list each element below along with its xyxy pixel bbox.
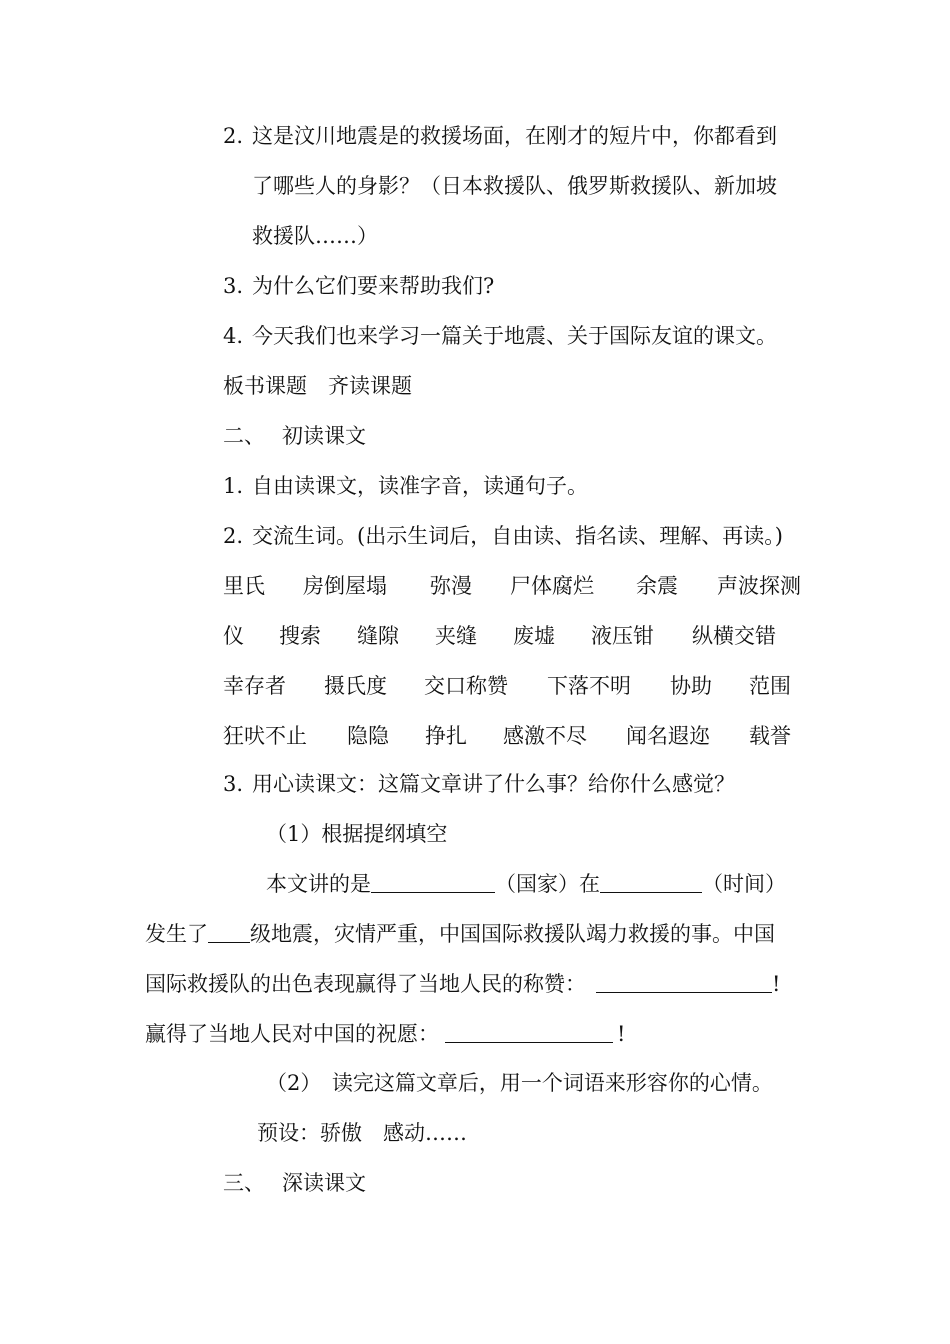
item-text: 用心读课文：这篇文章讲了什么事？给你什么感觉？ [252, 772, 735, 796]
fill-text: （时间） [702, 872, 786, 896]
item-text: 为什么它们要来帮助我们? [252, 274, 495, 298]
answer-blank-praise[interactable] [596, 970, 772, 993]
vocab-word: 隐隐 [347, 724, 389, 748]
section-number: 三、 [223, 1171, 265, 1195]
step-2 [223, 521, 783, 551]
answer-blank-magnitude[interactable] [208, 920, 250, 943]
section-heading [223, 421, 366, 451]
vocab-word: 仪 [223, 624, 244, 648]
section-title: 初读课文 [282, 424, 366, 448]
item-number: 2. [223, 124, 244, 148]
fill-text: ! [617, 1022, 626, 1046]
vocab-word: 感激不尽 [503, 724, 587, 748]
vocab-word: 弥漫 [430, 574, 472, 598]
item-number: 3. [223, 274, 244, 298]
item-2-continuation: 救援队……） [252, 224, 378, 248]
fill-text: （国家）在 [495, 872, 600, 896]
fill-text: 国际救援队的出色表现赢得了当地人民的称赞： [145, 972, 586, 996]
item-number: 3. [223, 772, 244, 796]
fill-line-1 [266, 869, 786, 899]
vocab-word: 狂吠不止 [223, 724, 307, 748]
item-text: 这是汶川地震是的救援场面，在刚才的短片中，你都看到 [252, 124, 777, 148]
item-text: 自由读课文，读准字音，读通句子。 [252, 474, 588, 498]
fill-line-4 [145, 1019, 625, 1049]
vocab-word: 缝隙 [357, 624, 399, 648]
item-text: 交流生词。(出示生词后，自由读、指名读、理解、再读。) [252, 524, 783, 548]
answer-blank-time[interactable] [600, 870, 702, 893]
fill-line-3 [145, 969, 780, 999]
vocab-word: 交口称赞 [424, 674, 508, 698]
answer-blank-country[interactable] [371, 870, 495, 893]
fill-line-2 [145, 919, 775, 949]
vocab-word: 挣扎 [425, 724, 467, 748]
section-heading [223, 1168, 366, 1198]
section-title: 深读课文 [282, 1171, 366, 1195]
item-text: 今天我们也来学习一篇关于地震、关于国际友谊的课文。 [252, 324, 777, 348]
vocab-word: 夹缝 [435, 624, 477, 648]
answer-blank-wish[interactable] [445, 1020, 613, 1043]
item-3 [223, 271, 494, 301]
board-note: 板书课题 齐读课题 [223, 374, 412, 398]
vocab-word: 闻名遐迩 [626, 724, 710, 748]
vocab-word: 声波探测 [717, 574, 801, 598]
vocab-word: 载誉 [749, 724, 791, 748]
vocab-word: 幸存者 [223, 674, 286, 698]
vocab-word: 液压钳 [591, 624, 654, 648]
sub-item-1: （1）根据提纲填空 [266, 822, 448, 846]
section-number: 二、 [223, 424, 265, 448]
vocab-word: 协助 [670, 674, 712, 698]
vocab-word: 纵横交错 [692, 624, 776, 648]
item-number: 2. [223, 524, 244, 548]
fill-text: 本文讲的是 [266, 872, 371, 896]
vocab-word: 余震 [636, 574, 678, 598]
preset-answer: 预设：骄傲 感动…… [257, 1121, 467, 1145]
item-2 [223, 121, 777, 151]
vocab-word: 房倒屋塌 [303, 574, 387, 598]
item-number: 1. [223, 474, 244, 498]
step-3 [223, 769, 735, 799]
fill-text: 赢得了当地人民对中国的祝愿： [145, 1022, 439, 1046]
vocab-word: 里氏 [223, 574, 265, 598]
vocab-word: 下落不明 [547, 674, 631, 698]
vocab-word: 摄氏度 [324, 674, 387, 698]
fill-text: 发生了 [145, 922, 208, 946]
sub-item-2: （2） 读完这篇文章后，用一个词语来形容你的心情。 [266, 1071, 773, 1095]
vocab-word: 尸体腐烂 [510, 574, 594, 598]
vocab-word: 废墟 [513, 624, 555, 648]
fill-text: 级地震，灾情严重，中国国际救援队竭力救援的事。中国 [250, 922, 775, 946]
vocab-word: 搜索 [279, 624, 321, 648]
item-4 [223, 321, 777, 351]
vocab-word: 范围 [749, 674, 791, 698]
fill-text: ! [772, 972, 781, 996]
item-number: 4. [223, 324, 244, 348]
step-1 [223, 471, 588, 501]
item-2-continuation: 了哪些人的身影？（日本救援队、俄罗斯救援队、新加坡 [252, 174, 777, 198]
